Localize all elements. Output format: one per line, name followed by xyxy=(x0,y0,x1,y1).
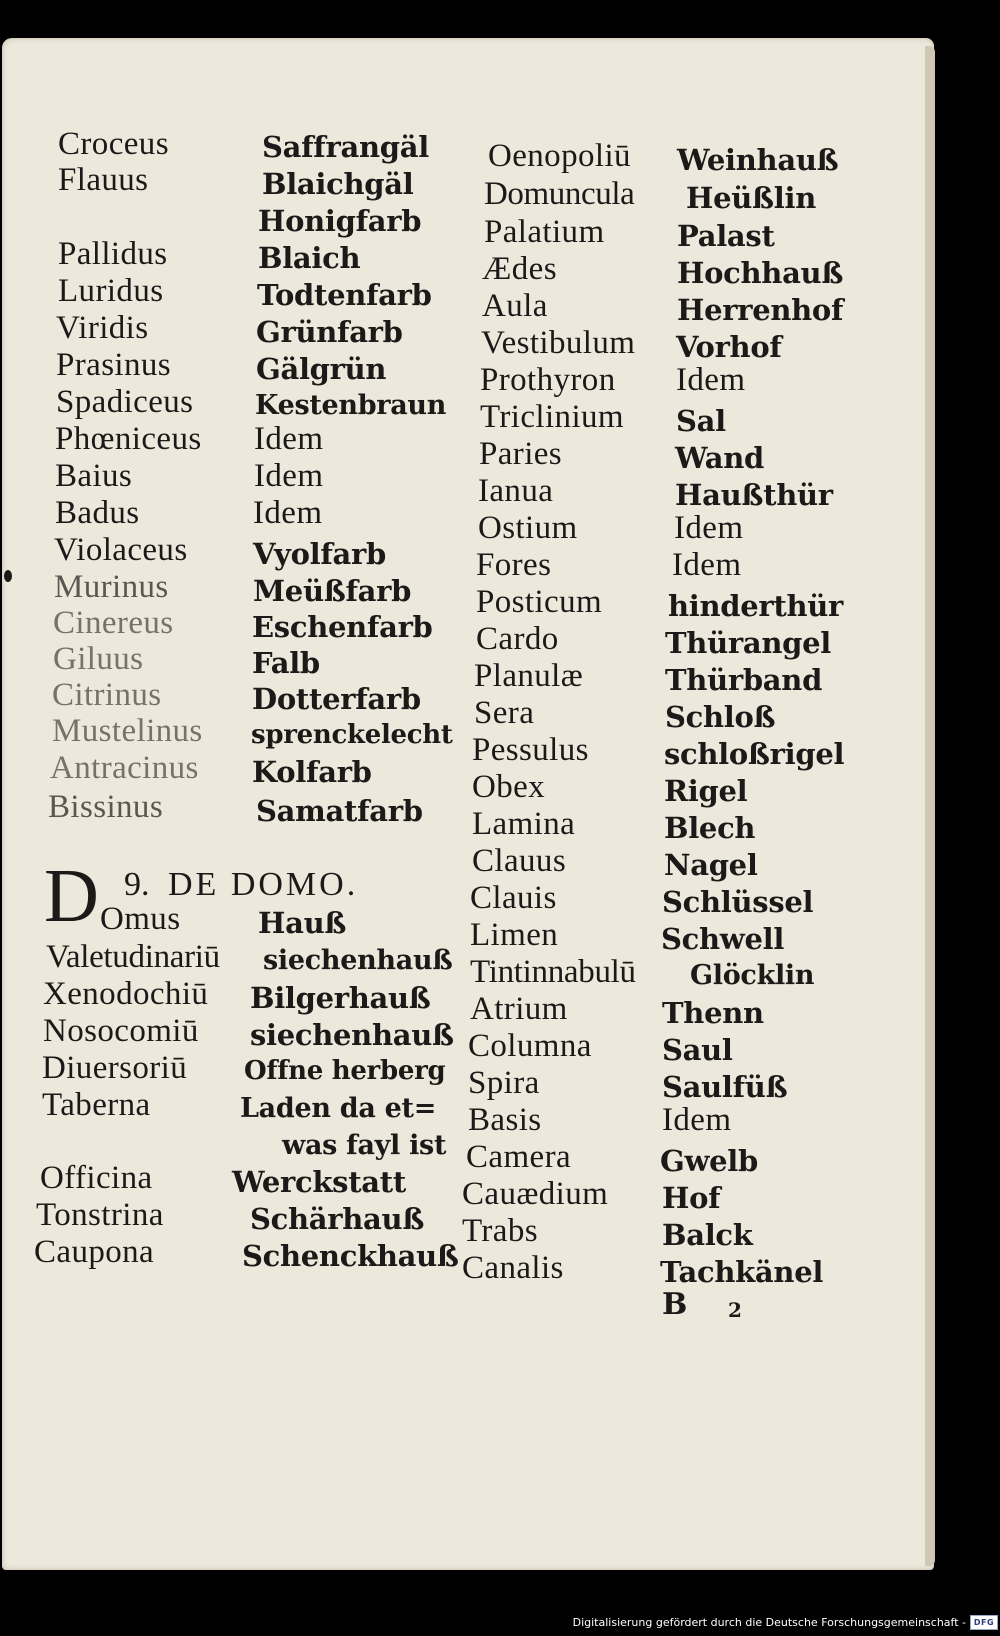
german-word: Vorhof xyxy=(676,330,782,364)
footer xyxy=(573,1612,998,1632)
latin-word: Citrinus xyxy=(52,677,162,713)
latin-word: Triclinium xyxy=(480,399,624,435)
german-word: Schloß xyxy=(665,700,776,734)
latin-word: Camera xyxy=(466,1139,572,1175)
latin-word: Bissinus xyxy=(48,789,164,825)
german-word: Eschenfarb xyxy=(252,610,433,644)
german-word: Werckstatt xyxy=(232,1165,406,1199)
latin-word: Atrium xyxy=(470,991,568,1027)
latin-word: Domuncula xyxy=(484,176,635,212)
latin-word: Fores xyxy=(476,547,552,583)
german-word: Bilgerhauß xyxy=(250,981,431,1015)
german-word: Gälgrün xyxy=(256,352,387,386)
latin-word: Palatium xyxy=(484,214,605,250)
german-word: Heüßlin xyxy=(686,181,816,215)
german-word: Offne herberg xyxy=(244,1056,446,1086)
latin-word: Badus xyxy=(55,495,140,531)
german-word: Schwell xyxy=(661,922,785,956)
german-word: Idem xyxy=(254,458,324,494)
german-word: Idem xyxy=(672,547,742,583)
latin-word: Mustelinus xyxy=(52,713,203,749)
latin-word: Sera xyxy=(474,695,535,731)
latin-word: Ianua xyxy=(478,473,554,509)
latin-word: Ædes xyxy=(482,251,557,287)
latin-word: Taberna xyxy=(42,1087,151,1123)
german-word: Weinhauß xyxy=(677,143,839,177)
german-word: Saulfüß xyxy=(662,1070,788,1104)
latin-word: Vestibulum xyxy=(481,325,636,361)
german-word: sprenckelecht xyxy=(251,720,453,750)
latin-word: Limen xyxy=(470,917,559,953)
latin-word: Xenodochiū xyxy=(43,976,209,1012)
german-word: Idem xyxy=(662,1102,732,1138)
german-word: Kolfarb xyxy=(252,755,372,789)
german-word: Thenn xyxy=(662,996,764,1030)
german-word: Gwelb xyxy=(660,1144,758,1178)
german-word: Blech xyxy=(664,811,756,845)
german-word: Balck xyxy=(662,1218,753,1252)
latin-word: Murinus xyxy=(54,569,169,605)
german-word: Nagel xyxy=(664,848,758,882)
german-word: Schenckhauß xyxy=(242,1239,459,1273)
german-word: Laden da et= xyxy=(240,1093,437,1124)
latin-word: Canalis xyxy=(462,1250,564,1286)
page-edge xyxy=(925,46,935,1566)
german-word: Saffrangäl xyxy=(262,130,429,164)
dfg-logo-text: DFG xyxy=(973,1617,995,1627)
dfg-logo[interactable] xyxy=(970,1615,998,1630)
latin-word: Antracinus xyxy=(50,750,199,786)
latin-word: Pessulus xyxy=(472,732,589,768)
latin-word: Viridis xyxy=(56,310,149,346)
latin-word: Officina xyxy=(40,1160,153,1196)
german-word: Grünfarb xyxy=(256,315,403,349)
latin-word: Baius xyxy=(55,458,133,494)
german-word: Blaich xyxy=(258,241,361,275)
latin-word: Caupona xyxy=(34,1234,155,1270)
latin-word: Lamina xyxy=(472,806,576,842)
german-word: Todtenfarb xyxy=(257,278,432,312)
binding-mark xyxy=(4,570,12,582)
latin-word: Basis xyxy=(468,1102,542,1138)
german-word: Sal xyxy=(676,404,726,438)
latin-word: Spira xyxy=(468,1065,540,1101)
german-word: Idem xyxy=(674,510,744,546)
german-word: Rigel xyxy=(664,774,748,808)
german-word: Meüßfarb xyxy=(253,574,412,608)
german-word: Honigfarb xyxy=(258,204,422,238)
german-word: Dotterfarb xyxy=(252,682,421,716)
german-word: Idem xyxy=(254,421,324,457)
german-word: Schlüssel xyxy=(662,885,814,919)
signature-number: 2 xyxy=(728,1298,742,1322)
latin-word: Tintinnabulū xyxy=(470,954,636,990)
latin-word: Luridus xyxy=(58,273,164,309)
german-word: Hochhauß xyxy=(677,256,844,290)
section-number: 9. xyxy=(124,866,150,903)
german-word: siechenhauß xyxy=(263,945,453,976)
german-word: Vyolfarb xyxy=(253,537,386,571)
german-word: Idem xyxy=(253,495,323,531)
german-word: Kestenbraun xyxy=(255,390,447,421)
latin-word: Tonstrina xyxy=(36,1197,164,1233)
latin-word: Violaceus xyxy=(54,532,188,568)
german-word: Idem xyxy=(676,362,746,398)
latin-word: Trabs xyxy=(462,1213,538,1249)
german-word: schloßrigel xyxy=(664,737,845,771)
drop-cap: D xyxy=(44,854,99,938)
latin-word: Cardo xyxy=(476,621,559,657)
section-title: DE DOMO. xyxy=(168,866,359,903)
latin-word: Pallidus xyxy=(58,236,168,272)
latin-word: Croceus xyxy=(58,126,169,162)
german-word: siechenhauß xyxy=(250,1018,454,1052)
german-word: Blaichgäl xyxy=(262,167,414,201)
german-word: Wand xyxy=(675,441,765,475)
latin-word: Giluus xyxy=(53,641,144,677)
german-word: Saul xyxy=(662,1033,733,1067)
latin-word: Posticum xyxy=(476,584,603,620)
german-word: Glöcklin xyxy=(690,960,815,991)
latin-word: Cauædium xyxy=(462,1176,609,1212)
footer-credit: Digitalisierung gefördert durch die Deutsche Forschungsgemeinschaft - xyxy=(572,1615,966,1629)
german-word: hinderthür xyxy=(668,589,844,623)
german-word: Falb xyxy=(252,646,320,680)
latin-word: Clauus xyxy=(472,843,567,879)
latin-word: Spadiceus xyxy=(56,384,194,420)
latin-word: Cinereus xyxy=(53,605,174,641)
latin-word: Clauis xyxy=(470,880,557,916)
latin-word: Omus xyxy=(100,901,181,937)
german-word: was fayl ist xyxy=(282,1130,447,1161)
german-word: Haußthür xyxy=(675,478,833,512)
german-word: Thürangel xyxy=(665,626,831,660)
german-word: Schärhauß xyxy=(250,1202,425,1236)
german-word: Tachkänel xyxy=(660,1255,824,1289)
latin-word: Valetudinariū xyxy=(46,939,220,975)
latin-word: Columna xyxy=(468,1028,592,1064)
german-word: Palast xyxy=(677,219,775,253)
latin-word: Nosocomiū xyxy=(43,1013,199,1049)
latin-word: Paries xyxy=(479,436,563,472)
latin-word: Planulæ xyxy=(474,658,584,694)
signature-letter: B xyxy=(662,1287,688,1322)
latin-word: Diuersoriū xyxy=(42,1050,188,1086)
german-word: Herrenhof xyxy=(677,293,844,327)
latin-word: Oenopoliū xyxy=(488,138,631,174)
latin-word: Prothyron xyxy=(480,362,616,398)
german-word: Hauß xyxy=(258,906,347,940)
latin-word: Phœniceus xyxy=(55,421,202,457)
german-word: Samatfarb xyxy=(256,794,423,828)
latin-word: Prasinus xyxy=(56,347,172,383)
latin-word: Ostium xyxy=(478,510,578,546)
latin-word: Flauus xyxy=(58,162,149,198)
german-word: Thürband xyxy=(665,663,823,697)
german-word: Hof xyxy=(662,1181,721,1215)
latin-word: Aula xyxy=(482,288,548,324)
latin-word: Obex xyxy=(472,769,546,805)
